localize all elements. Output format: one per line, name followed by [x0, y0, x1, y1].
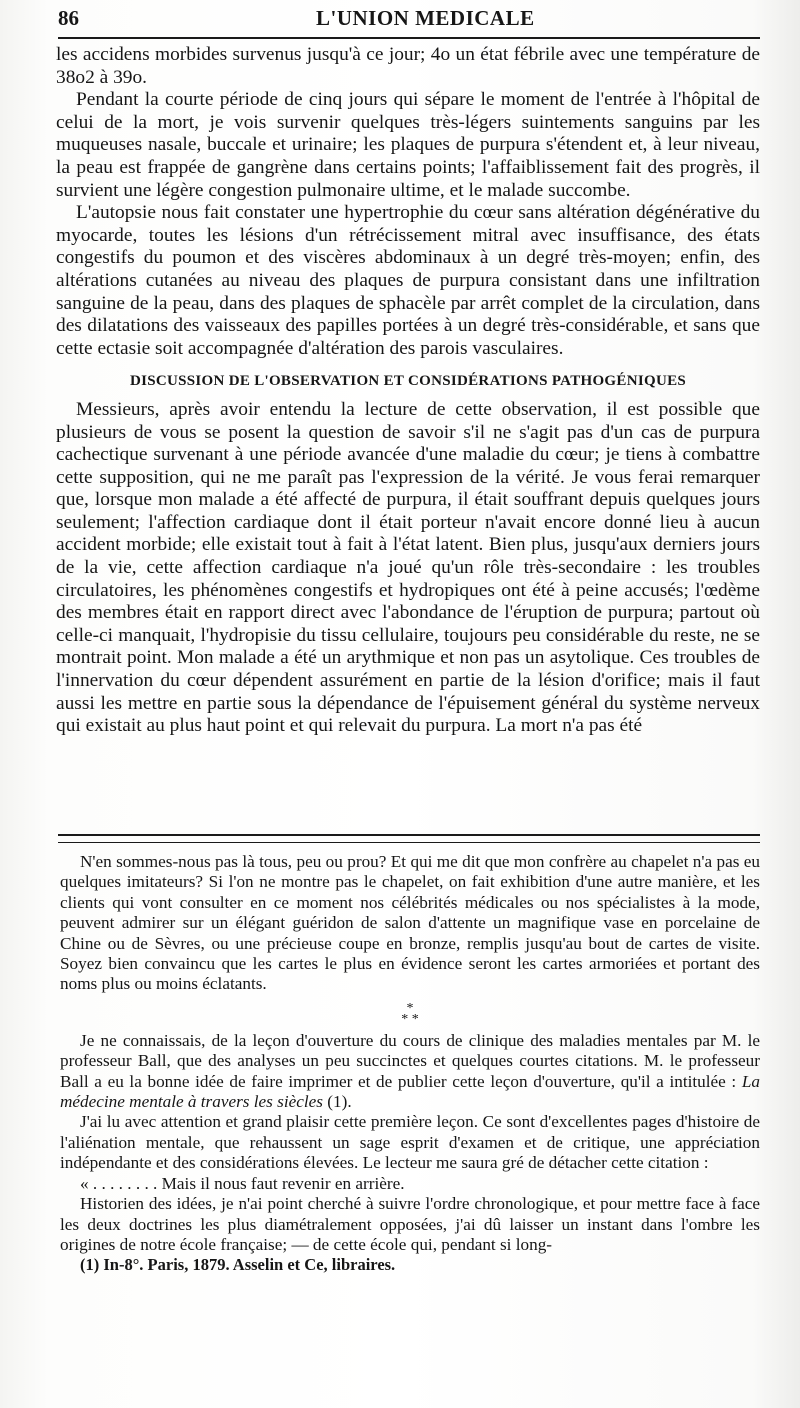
article-paragraph: L'autopsie nous fait constater une hypertrophie du cœur sans altération dégénérative du myocarde, toutes les lésions d'un rétrécissement mitral avec insuffisance, des états congestifs du poumon et des viscères abdominaux à un degré très-moyen; enfin, des altérations cutanées au niveau des plaques de purpura consistant dans une infiltration sanguine de la peau, dans des plaques de sphacèle par arrêt complet de la circulation, dans des dilatations des vaisseaux des papilles portées à un degré très-considérable, et sans que cette ectasie soit accompagnée d'altération des parois vasculaires.	[56, 202, 760, 359]
feuilleton-section	[60, 852, 760, 1276]
running-head: L'UNION MEDICALE	[316, 6, 535, 30]
header-rule	[58, 37, 760, 39]
page-number: 86	[58, 6, 79, 30]
section-heading: DISCUSSION DE L'OBSERVATION ET CONSIDÉRATIONS PATHOGÉNIQUES	[129, 373, 687, 390]
feuilleton-separator	[58, 834, 760, 843]
feuilleton-paragraph: N'en sommes-nous pas là tous, peu ou prou? Et qui me dit que mon confrère au chapelet n'a pas eu quelques imitateurs? Si l'on ne montre pas le chapelet, on fait exhibition d'une autre manière, et les clients qui vont consulter en ce moment nos célébrités médicales ou nos spécialistes à la mode, peuvent admirer sur un élégant guéridon de salon d'attente un magnifique vase en porcelaine de Chine ou de Sèvres, ou une précieuse coupe en bronze, remplis jusqu'au bout de cartes de visite. Soyez bien convaincu que les cartes le plus en évidence seront les cartes armoriées et portant des noms plus ou moins éclatants.	[60, 852, 760, 994]
feuilleton-paragraph	[60, 1031, 760, 1113]
quotation-paragraph: Historien des idées, je n'ai point cherché à suivre l'ordre chronologique, et pour mettre face à face les deux doctrines les plus diamétralement opposées, j'ai dû laisser un instant dans l'ombre les origines de notre école française; — de cette école qui, pendant si long-	[60, 1194, 760, 1254]
article-paragraph: Pendant la courte période de cinq jours qui sépare le moment de l'entrée à l'hôpital de celui de la mort, je vois survenir quelques très-légers suintements sanguins par les muqueuses nasale, buccale et urinaire; les plaques de purpura s'étendent et, à leur niveau, la peau est frappée de gangrène dans certains points; l'affaiblissement fait des progrès, il survient une légère congestion pulmonaire ultime, et le malade succombe.	[56, 89, 760, 201]
feuilleton-text: Je ne connaissais, de la leçon d'ouverture du cours de clinique des maladies mentales par M. le professeur Ball, que des analyses un peu succinctes et quelques courtes citations. M. le professeur Ball a eu la bonne idée de faire imprimer et de publier cette leçon d'ouverture, qu'il a intitulée :	[60, 1030, 760, 1091]
asterism-bottom: * *	[401, 1011, 419, 1027]
page-header	[58, 4, 760, 34]
article-body	[56, 44, 760, 738]
quotation-opening: « . . . . . . . . Mais il nous faut revenir en arrière.	[80, 1173, 405, 1193]
asterism-top: *	[406, 1000, 414, 1016]
article-paragraph: Messieurs, après avoir entendu la lecture de cette observation, il est possible que plusieurs de vous se posent la question de savoir s'il ne s'agit pas d'un cas de purpura cachectique survenant à une période avancée d'une maladie du cœur; je tiens à combattre cette supposition, qui ne me paraît pas l'expression de la vérité. Je vous ferai remarquer que, lorsque mon malade a été affecté de purpura, il était souffrant depuis quelques jours seulement; l'affection cardiaque dont il était porteur n'avait encore donné lieu à aucun accident morbide; elle existait tout à fait à l'état latent. Bien plus, jusqu'aux derniers jours de la vie, cette affection cardiaque n'a joué qu'un rôle très-secondaire : les troubles circulatoires, les phénomènes congestifs et hydropiques ont été à peine accusés; l'œdème des membres était en rapport direct avec l'abondance de l'éruption de purpura; partout où celle-ci manquait, l'hydropisie du tissu cellulaire, toujours peu considérable du reste, ne se montrait point. Mon malade a été un arythmique et non pas un asytolique. Ces troubles de l'innervation du cœur dépendent assurément en partie de la lésion d'orifice; mais il faut aussi les mettre en partie sous la dépendance de l'épuisement général du système nerveux qui existait au plus haut point et qui relevait du purpura. La mort n'a pas été	[56, 398, 760, 737]
asterism	[60, 1000, 760, 1027]
footnote-reference: (1).	[322, 1092, 352, 1112]
feuilleton-paragraph: J'ai lu avec attention et grand plaisir cette première leçon. Ce sont d'excellentes pages d'histoire de l'aliénation mentale, que rehaussent un sage esprit d'examen et de critique, une appréciation indépendante et des considérations élevées. Le lecteur me saura gré de détacher cette citation :	[60, 1112, 760, 1173]
footnote: (1) In-8°. Paris, 1879. Asselin et Ce, libraires.	[80, 1255, 396, 1275]
book-title: La médecine mentale à travers les siècles	[60, 1071, 760, 1112]
article-paragraph: les accidens morbides survenus jusqu'à ce jour; 4o un état fébrile avec une température de 38o2 à 39o.	[56, 44, 760, 88]
